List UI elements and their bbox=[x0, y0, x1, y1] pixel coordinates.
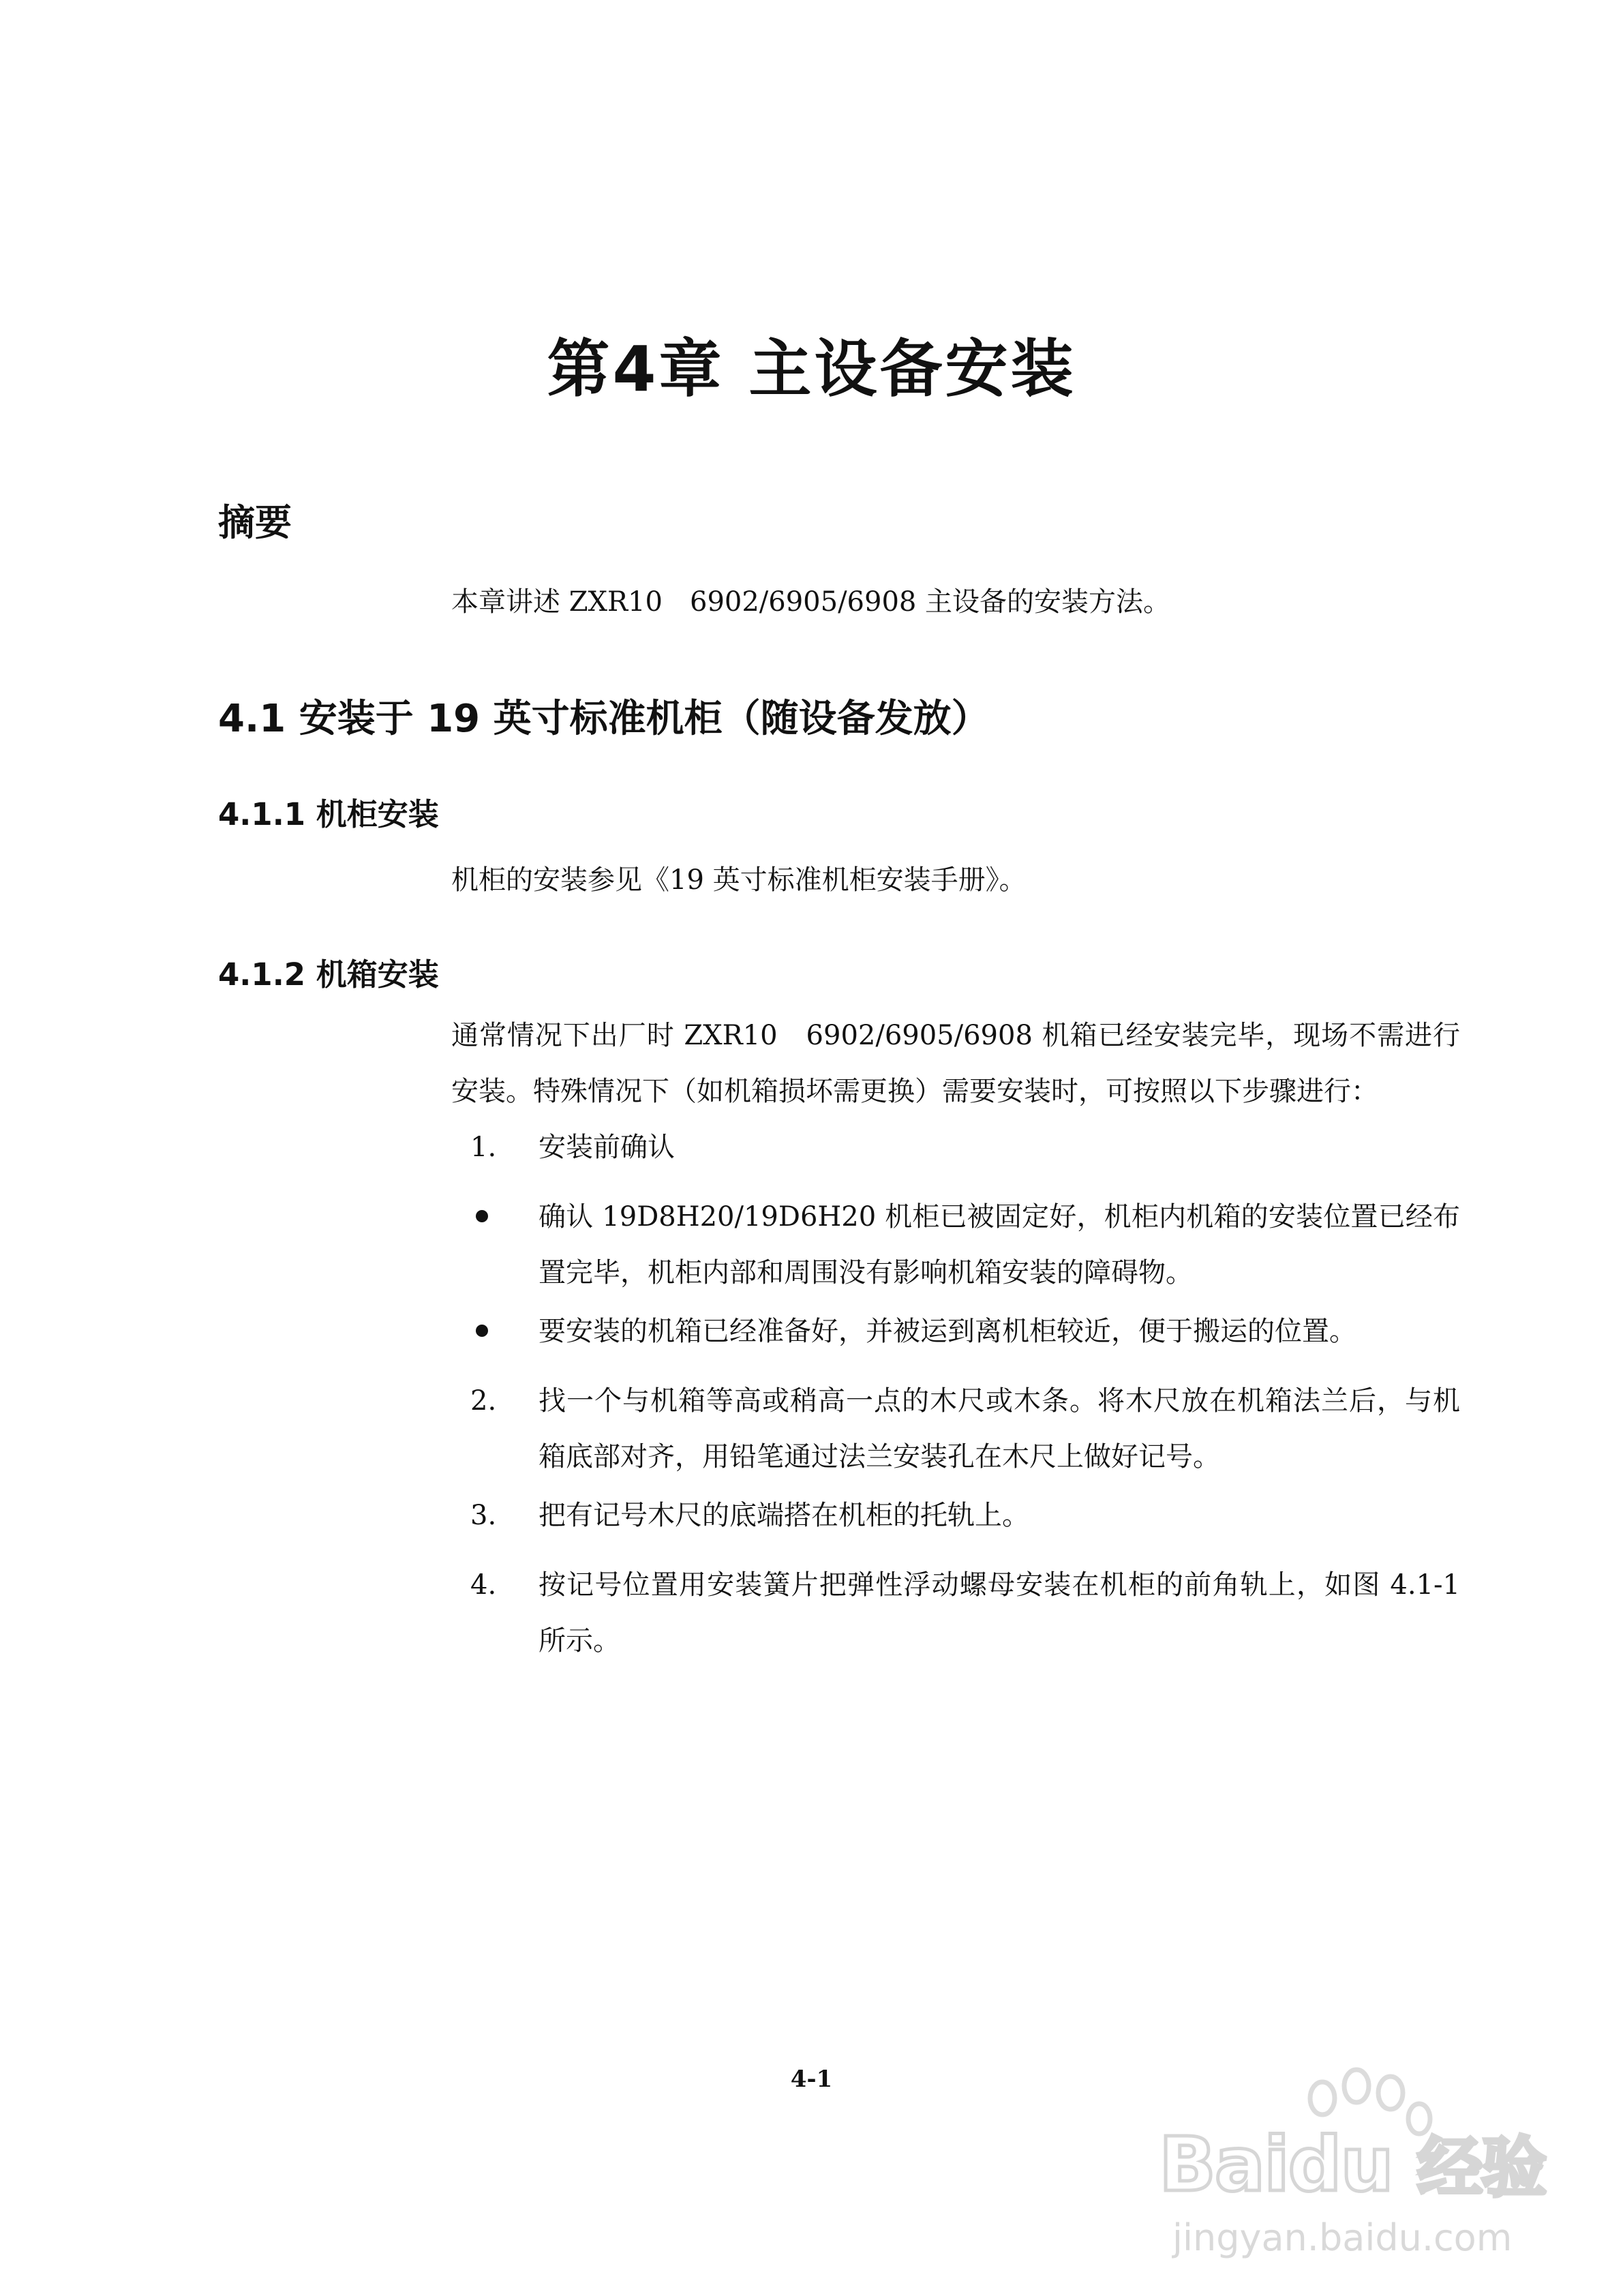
chapter-title: 第4章 主设备安装 bbox=[547, 333, 1076, 406]
page-number: 4-1 bbox=[790, 2066, 833, 2093]
watermark-url: jingyan.baidu.com bbox=[1172, 2216, 1513, 2259]
watermark-product: 经验 bbox=[1417, 2130, 1546, 2206]
baidu-jingyan-watermark bbox=[1159, 2066, 1595, 2270]
step-number: 2. bbox=[470, 1385, 497, 1417]
section-4-1-2-intro: 通常情况下出厂时 ZXR10 6902/6905/6908 机箱已经安装完毕，现场不需进行安装。特殊情况下（如机箱损坏需更换）需要安装时，可按照以下步骤进行： bbox=[451, 1020, 1460, 1107]
step-text: 按记号位置用安装簧片把弹性浮动螺母安装在机柜的前角轨上，如图 4.1-1 所示。 bbox=[539, 1569, 1460, 1657]
step-number: 4. bbox=[470, 1569, 497, 1601]
section-4-1-1-text: 机柜的安装参见《19 英寸标准机柜安装手册》。 bbox=[451, 864, 1027, 896]
bullet-text: 确认 19D8H20/19D6H20 机柜已被固定好，机柜内机箱的安装位置已经布置完毕，机柜内部和周围没有影响机箱安装的障碍物。 bbox=[539, 1201, 1460, 1288]
step-number: 1. bbox=[470, 1132, 497, 1163]
section-4-1-2-heading: 4.1.2 机箱安装 bbox=[218, 956, 439, 993]
section-4-1-1-heading: 4.1.1 机柜安装 bbox=[218, 796, 439, 832]
section-4-1-heading: 4.1 安装于 19 英寸标准机柜（随设备发放） bbox=[218, 697, 990, 741]
step-text: 把有记号木尺的底端搭在机柜的托轨上。 bbox=[539, 1500, 1029, 1531]
step-number: 3. bbox=[470, 1500, 497, 1531]
step-text: 找一个与机箱等高或稍高一点的木尺或木条。将木尺放在机箱法兰后，与机箱底部对齐，用铅笔通过法兰安装孔在木尺上做好记号。 bbox=[539, 1385, 1460, 1472]
summary-text: 本章讲述 ZXR10 6902/6905/6908 主设备的安装方法。 bbox=[451, 586, 1171, 618]
bullet-icon bbox=[476, 1325, 488, 1337]
summary-heading: 摘要 bbox=[218, 501, 292, 544]
bullet-text: 要安装的机箱已经准备好，并被运到离机柜较近，便于搬运的位置。 bbox=[539, 1316, 1356, 1347]
watermark-brand-tail: du bbox=[1288, 2121, 1393, 2208]
watermark-brand: Bai bbox=[1159, 2121, 1288, 2208]
step-text: 安装前确认 bbox=[539, 1132, 675, 1163]
bullet-icon bbox=[476, 1210, 488, 1222]
